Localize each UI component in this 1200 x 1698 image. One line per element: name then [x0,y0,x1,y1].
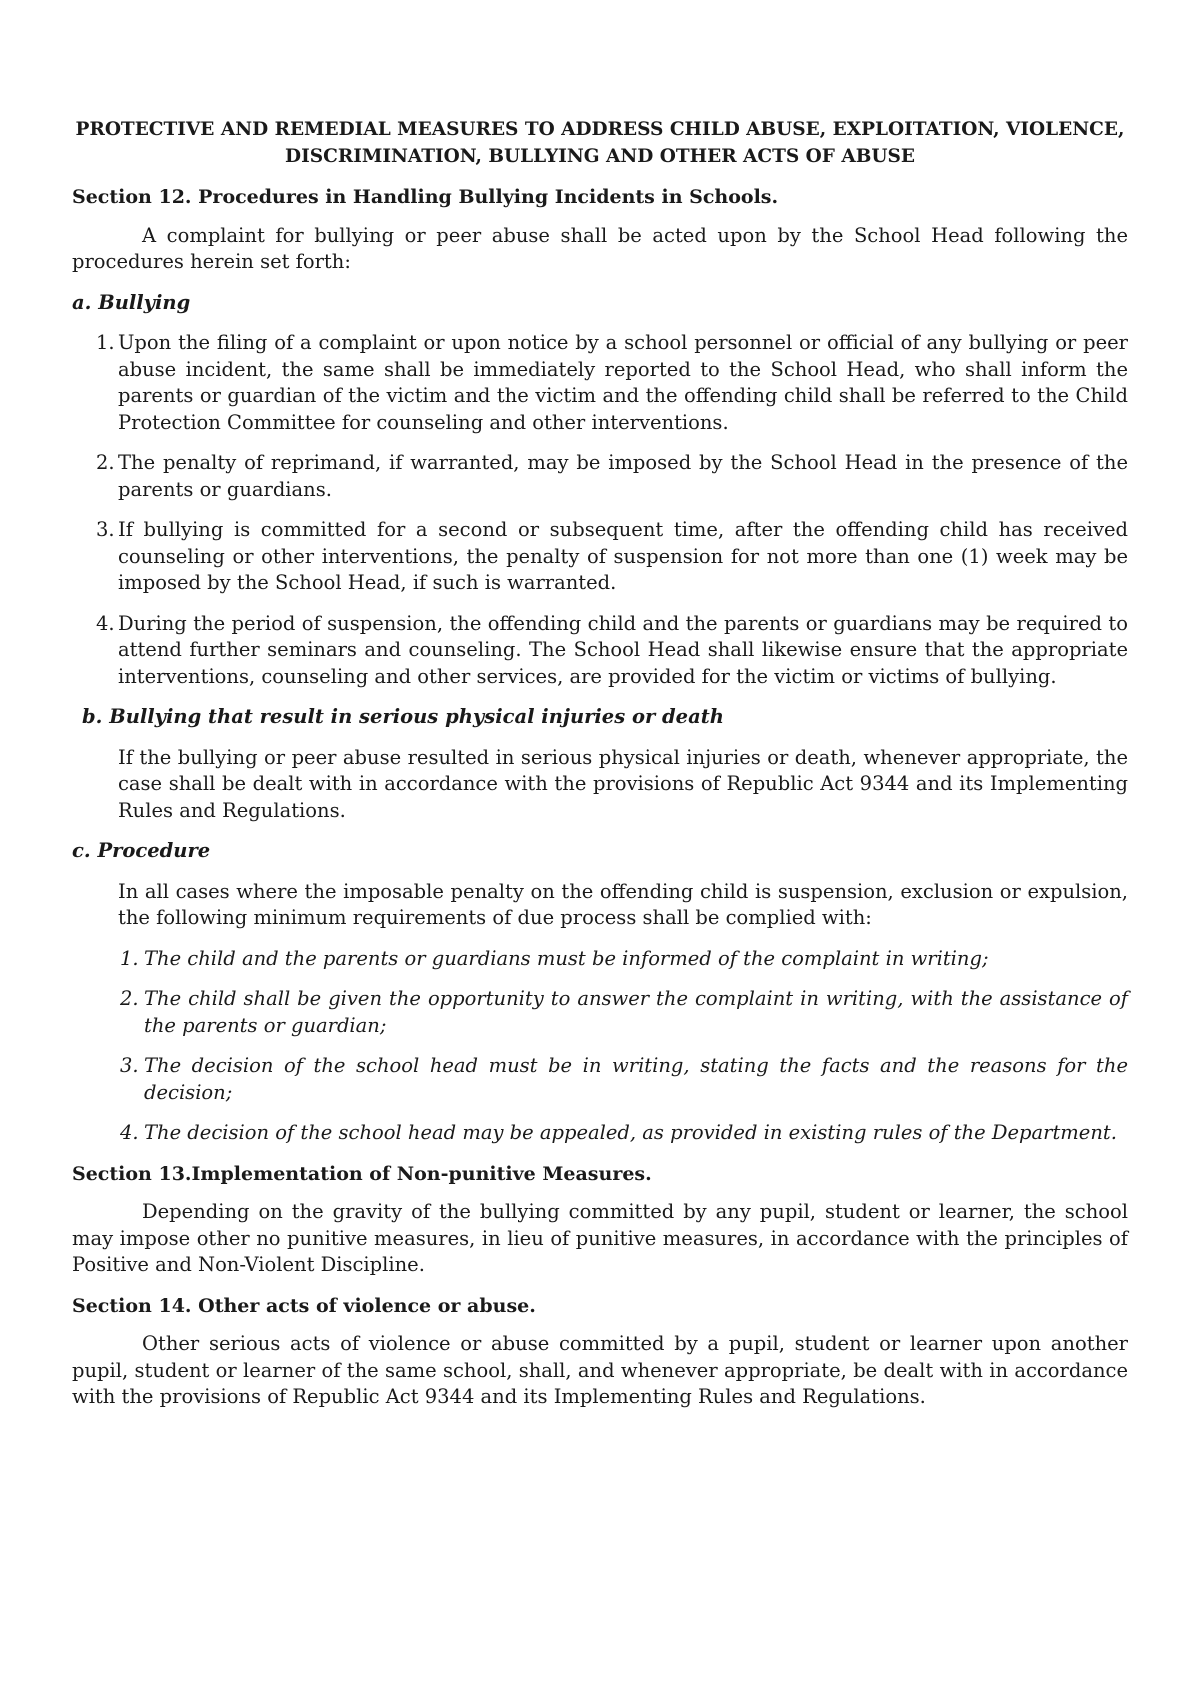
list-item [72,450,1128,503]
list-item [72,517,1128,597]
list-item-number: 4. [120,1121,139,1144]
list-item [72,1120,1128,1147]
list-item-text: The decision of the school head must be in writing, stating the facts and the reasons for the decision; [144,1054,1128,1104]
document-title: PROTECTIVE AND REMEDIAL MEASURES TO ADDRESS CHILD ABUSE, EXPLOITATION, VIOLENCE, DISCRIMINATION, BULLYING AND OTHER ACTS OF ABUSE [75,119,1125,167]
list-item-text: The penalty of reprimand, if warranted, may be imposed by the School Head in the presence of the parents or guardians. [118,451,1128,501]
list-item [72,611,1128,691]
list-item-text: The child and the parents or guardians must be informed of the complaint in writing; [144,946,989,970]
list-item-number: 1. [96,331,115,354]
section-12-intro: A complaint for bullying or peer abuse shall be acted upon by the School Head following the procedures herein set forth: [72,223,1128,273]
subsection-c-heading: c. Procedure [72,839,211,862]
subsection-c-list [72,946,1128,1147]
section-13-heading: Section 13.Implementation of Non-punitive Measures. [72,1162,652,1185]
section-13-text: Depending on the gravity of the bullying committed by any pupil, student or learner, the school may impose other no punitive measures, in lieu of punitive measures, in accordance with the principles of Positive and Non-Violent Discipline. [72,1200,1128,1276]
section-12-heading: Section 12. Procedures in Handling Bullying Incidents in Schools. [72,186,779,208]
list-item-number: 1. [120,946,139,970]
subsection-b-text: If the bullying or peer abuse resulted in serious physical injuries or death, whenever appropriate, the case shall be dealt with in accordance with the provisions of Republic Act 9344 and its Implementing Rules and Regulations. [118,745,1128,822]
subsection-a-heading: a. Bullying [72,290,191,314]
list-item [72,1053,1128,1106]
list-item-number: 2. [96,451,115,474]
section-14-text: Other serious acts of violence or abuse committed by a pupil, student or learner upon another pupil, student or learner of the same school, shall, and whenever appropriate, be dealt with in accordance with the provisions of Republic Act 9344 and its Implementing Rules and Regulations. [72,1332,1128,1408]
subsection-c-text: In all cases where the imposable penalty on the offending child is suspension, exclusion or expulsion, the following minimum requirements of due process shall be complied with: [118,879,1128,929]
section-14-heading: Section 14. Other acts of violence or abuse. [72,1294,536,1317]
list-item-text: The decision of the school head may be appealed, as provided in existing rules of the Department. [144,1121,1117,1144]
list-item-number: 3. [120,1054,139,1077]
list-item-text: Upon the filing of a complaint or upon notice by a school personnel or official of any bullying or peer abuse incident, the same shall be immediately reported to the School Head, who shall inform the parents or guardian of the victim and the victim and the offending child shall be referred to the Child Protection Committee for counseling and other interventions. [118,331,1128,434]
list-item-text: If bullying is committed for a second or subsequent time, after the offending child has received counseling or other interventions, the penalty of suspension for not more than one (1) week may be imposed by the School Head, if such is warranted. [118,518,1128,594]
subsection-a-list [72,330,1128,690]
list-item [72,330,1128,436]
subsection-b-heading: b. Bullying that result in serious physical injuries or death [82,705,724,728]
list-item [72,946,1128,973]
list-item-number: 4. [96,611,115,635]
list-item-text: During the period of suspension, the offending child and the parents or guardians may be required to attend further seminars and counseling. The School Head shall likewise ensure that the appropriate interventions, counseling and other services, are provided for the victim or victims of bullying. [118,611,1128,688]
list-item-number: 3. [96,518,115,541]
list-item [72,986,1128,1039]
list-item-number: 2. [120,987,139,1010]
list-item-text: The child shall be given the opportunity to answer the complaint in writing, with the assistance of the parents or guardian; [144,987,1128,1037]
